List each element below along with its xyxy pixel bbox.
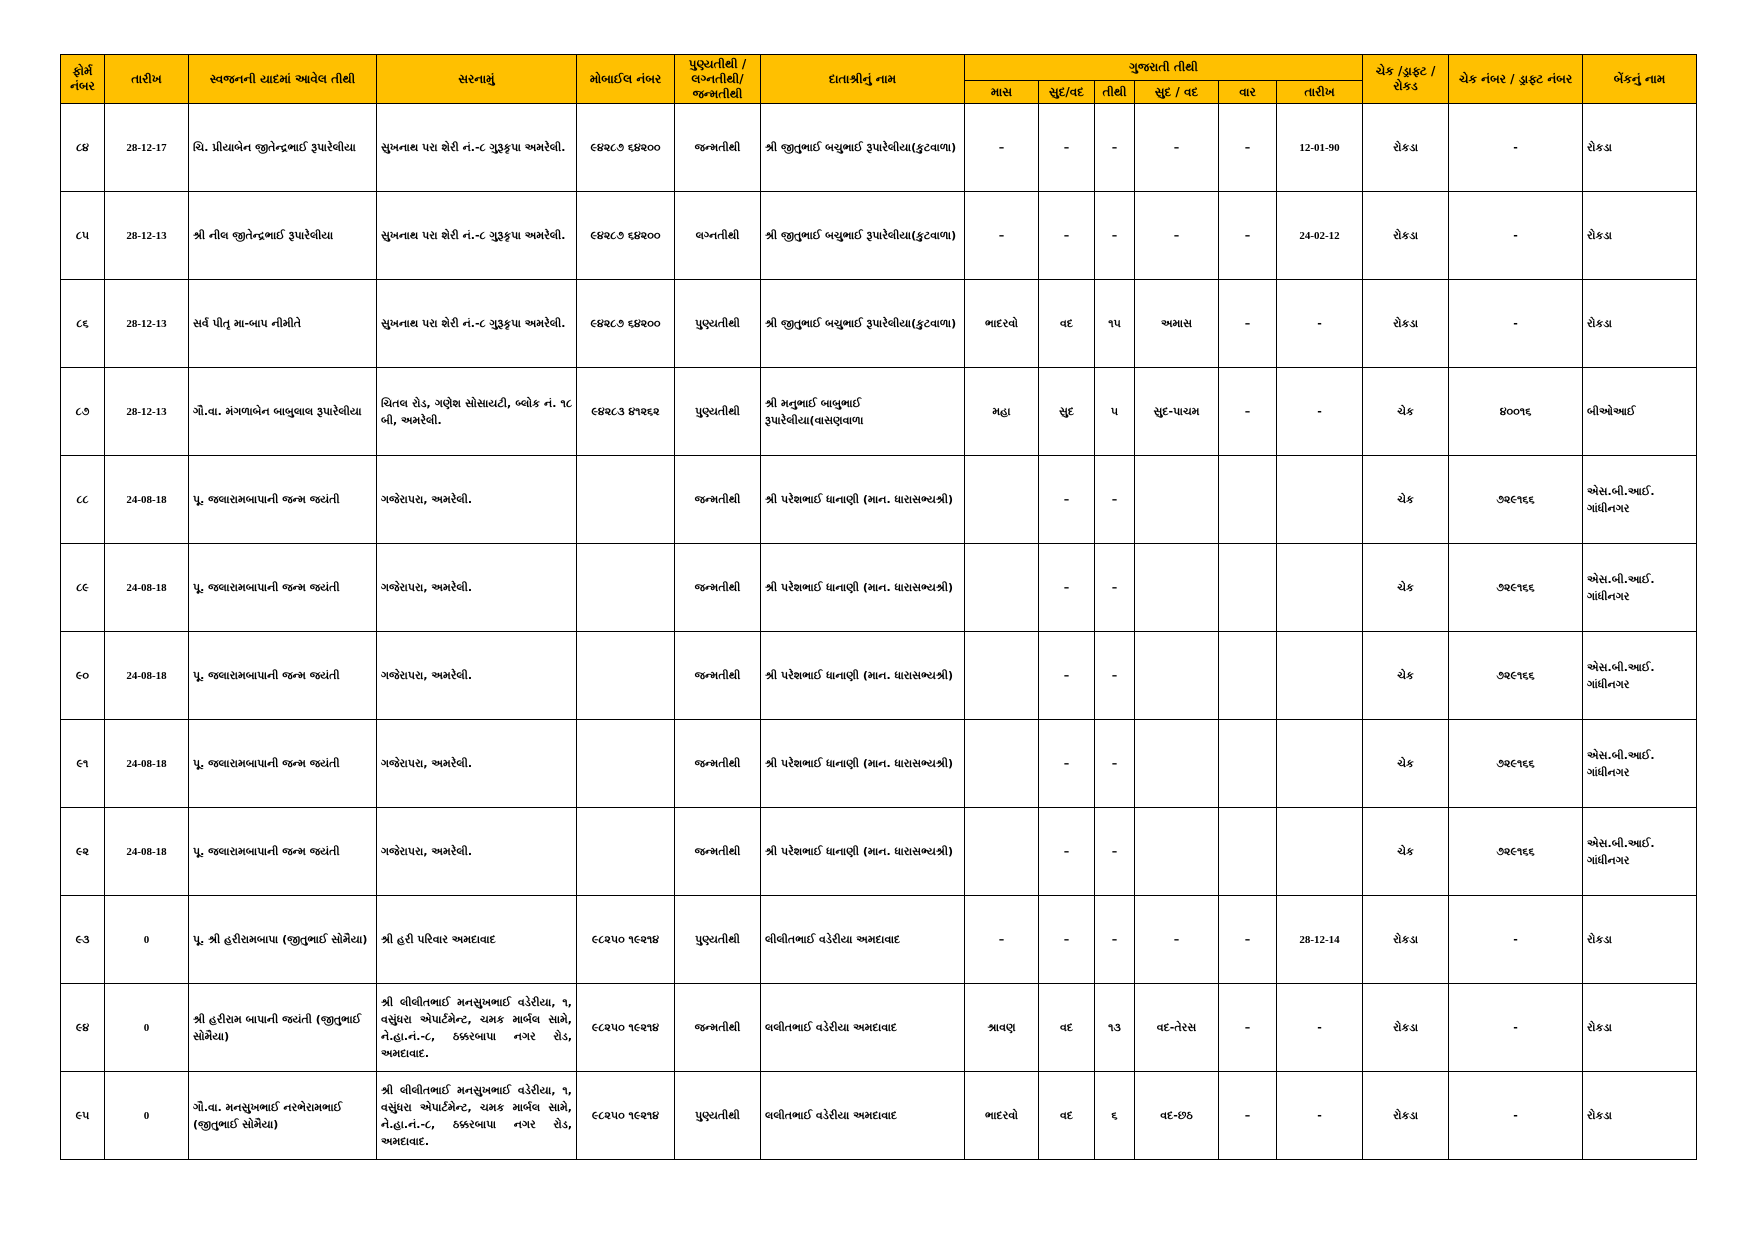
donor-name: શ્રી જીતુભાઈ બચુભાઈ રૂપારેલીયા(કુટવાળા) <box>761 280 965 368</box>
tithi-number: – <box>1095 720 1135 808</box>
header-cheque-no: ચેક નંબર / ડ્રાફ્ટ નંબર <box>1449 55 1583 104</box>
tithi-sud-vad: સુદ <box>1039 368 1095 456</box>
header-month: માસ <box>965 81 1039 104</box>
table-row <box>61 1072 1697 1160</box>
cheque-number: ૭૨૯૧૬૬ <box>1449 544 1583 632</box>
cheque-number: - <box>1449 896 1583 984</box>
tithi-sud-vad-name: વદ-છઠ <box>1135 1072 1219 1160</box>
bank-name: રોકડા <box>1583 984 1697 1072</box>
tithi-month: – <box>965 896 1039 984</box>
occasion-name: ગૌ.વા. મનસુખભાઈ નરભેરામભાઈ (જીતુભાઈ સોમૈયા) <box>189 1072 377 1160</box>
donor-name: લલીતભાઈ વડેરીયા અમદાવાદ <box>761 1072 965 1160</box>
payment-mode: રોકડા <box>1363 896 1449 984</box>
bank-name: એસ.બી.આઈ. ગાંધીનગર <box>1583 544 1697 632</box>
tithi-date: 24-02-12 <box>1277 192 1363 280</box>
tithi-sud-vad: – <box>1039 544 1095 632</box>
table-row <box>61 896 1697 984</box>
occasion-name: પૂ. જલારામબાપાની જન્મ જયંતી <box>189 808 377 896</box>
table-row <box>61 720 1697 808</box>
tithi-date: - <box>1277 984 1363 1072</box>
form-number: ૮૭ <box>61 368 105 456</box>
header-date: તારીખ <box>105 55 189 104</box>
tithi-month <box>965 720 1039 808</box>
tithi-sud-vad-name: – <box>1135 896 1219 984</box>
payment-mode: રોકડા <box>1363 192 1449 280</box>
entry-date: 28-12-13 <box>105 280 189 368</box>
cheque-number: ૭૨૯૧૬૬ <box>1449 632 1583 720</box>
tithi-number: ૧૩ <box>1095 984 1135 1072</box>
tithi-sud-vad: – <box>1039 896 1095 984</box>
tithi-type: જન્મતીથી <box>675 808 761 896</box>
tithi-sud-vad-name <box>1135 632 1219 720</box>
tithi-day <box>1219 808 1277 896</box>
payment-mode: ચેક <box>1363 368 1449 456</box>
cheque-number: ૪૦૦૧૬ <box>1449 368 1583 456</box>
table-row <box>61 368 1697 456</box>
cheque-number: ૭૨૯૧૬૬ <box>1449 720 1583 808</box>
address: સુખનાથ પરા શેરી નં.-૮ ગુરૂકૃપા અમરેલી. <box>377 104 577 192</box>
payment-mode: ચેક <box>1363 632 1449 720</box>
bank-name: રોકડા <box>1583 896 1697 984</box>
cheque-number: - <box>1449 104 1583 192</box>
tithi-sud-vad-name: – <box>1135 104 1219 192</box>
mobile-number: ૯૪૨૮૩ ૪૧૨૬૨ <box>577 368 675 456</box>
tithi-type: પુણ્યતીથી <box>675 368 761 456</box>
tithi-month <box>965 456 1039 544</box>
tithi-sud-vad-name: – <box>1135 192 1219 280</box>
form-number: ૮૫ <box>61 192 105 280</box>
header-tithi-type: પુણ્યતીથી / લગ્નતીથી/ જન્મતીથી <box>675 55 761 104</box>
entry-date: 28-12-17 <box>105 104 189 192</box>
header-sud-vad: સુદ/વદ <box>1039 81 1095 104</box>
form-number: ૯૦ <box>61 632 105 720</box>
donor-name: શ્રી પરેશભાઈ ધાનાણી (માન. ધારાસભ્યશ્રી) <box>761 456 965 544</box>
mobile-number: ૯૪૨૮૭ ૬૪૨૦૦ <box>577 280 675 368</box>
mobile-number: ૯૪૨૮૭ ૬૪૨૦૦ <box>577 104 675 192</box>
entry-date: 24-08-18 <box>105 808 189 896</box>
occasion-name: પૂ. શ્રી હરીરામબાપા (જીતુભાઈ સોમૈયા) <box>189 896 377 984</box>
header-gujarati-tithi: ગુજરાતી તીથી <box>965 55 1363 81</box>
tithi-day <box>1219 544 1277 632</box>
tithi-type: જન્મતીથી <box>675 456 761 544</box>
header-row-top <box>61 55 1697 81</box>
header-tithi: તીથી <box>1095 81 1135 104</box>
table-row <box>61 544 1697 632</box>
tithi-date: 12-01-90 <box>1277 104 1363 192</box>
address: શ્રી લીલીતભાઈ મનસુખભાઈ વડેરીયા, ૧, વસુંધરા એપાર્ટમેન્ટ, ચમક માર્બલ સામે, ને.હા.નં.-૮, ઠક્કરબાપા નગર રોડ, અમદાવાદ. <box>377 984 577 1072</box>
address: સુખનાથ પરા શેરી નં.-૮ ગુરૂકૃપા અમરેલી. <box>377 192 577 280</box>
tithi-sud-vad: – <box>1039 192 1095 280</box>
payment-mode: ચેક <box>1363 720 1449 808</box>
tithi-date <box>1277 456 1363 544</box>
header-donor: દાતાશ્રીનું નામ <box>761 55 965 104</box>
entry-date: 24-08-18 <box>105 632 189 720</box>
tithi-date: - <box>1277 1072 1363 1160</box>
header-form-no: ફોર્મ નંબર <box>61 55 105 104</box>
tithi-day <box>1219 632 1277 720</box>
tithi-type: જન્મતીથી <box>675 984 761 1072</box>
tithi-number: ૬ <box>1095 1072 1135 1160</box>
tithi-type: જન્મતીથી <box>675 720 761 808</box>
tithi-day: – <box>1219 896 1277 984</box>
tithi-type: પુણ્યતીથી <box>675 1072 761 1160</box>
tithi-type: જન્મતીથી <box>675 632 761 720</box>
table-row <box>61 280 1697 368</box>
occasion-name: પૂ. જલારામબાપાની જન્મ જયંતી <box>189 720 377 808</box>
tithi-day: – <box>1219 368 1277 456</box>
header-day: વાર <box>1219 81 1277 104</box>
tithi-month: શ્રાવણ <box>965 984 1039 1072</box>
donor-name: લલીતભાઈ વડેરીયા અમદાવાદ <box>761 984 965 1072</box>
address: ગજેરાપરા, અમરેલી. <box>377 544 577 632</box>
occasion-name: પૂ. જલારામબાપાની જન્મ જયંતી <box>189 456 377 544</box>
occasion-name: શ્રી હરીરામ બાપાની જયંતી (જીતુભાઈ સોમૈયા) <box>189 984 377 1072</box>
header-mobile: મોબાઈલ નંબર <box>577 55 675 104</box>
address: ગજેરાપરા, અમરેલી. <box>377 456 577 544</box>
tithi-date <box>1277 808 1363 896</box>
mobile-number: ૯૪૨૮૭ ૬૪૨૦૦ <box>577 192 675 280</box>
form-number: ૯૫ <box>61 1072 105 1160</box>
mobile-number <box>577 456 675 544</box>
form-number: ૯૨ <box>61 808 105 896</box>
tithi-type: જન્મતીથી <box>675 544 761 632</box>
form-number: ૮૮ <box>61 456 105 544</box>
entry-date: 28-12-13 <box>105 368 189 456</box>
entry-date: 0 <box>105 896 189 984</box>
header-sud-vad-2: સુદ / વદ <box>1135 81 1219 104</box>
entry-date: 0 <box>105 1072 189 1160</box>
payment-mode: રોકડા <box>1363 104 1449 192</box>
tithi-type: જન્મતીથી <box>675 104 761 192</box>
tithi-sud-vad: – <box>1039 808 1095 896</box>
header-payment: ચેક /ડ્રાફ્ટ / રોકડ <box>1363 55 1449 104</box>
header-date2: તારીખ <box>1277 81 1363 104</box>
tithi-number: – <box>1095 192 1135 280</box>
tithi-date <box>1277 720 1363 808</box>
table-row <box>61 104 1697 192</box>
cheque-number: - <box>1449 984 1583 1072</box>
mobile-number <box>577 632 675 720</box>
cheque-number: - <box>1449 1072 1583 1160</box>
tithi-sud-vad: વદ <box>1039 984 1095 1072</box>
entry-date: 0 <box>105 984 189 1072</box>
bank-name: એસ.બી.આઈ. ગાંધીનગર <box>1583 456 1697 544</box>
tithi-number: – <box>1095 896 1135 984</box>
donor-name: શ્રી પરેશભાઈ ધાનાણી (માન. ધારાસભ્યશ્રી) <box>761 808 965 896</box>
form-number: ૮૬ <box>61 280 105 368</box>
form-number: ૯૧ <box>61 720 105 808</box>
tithi-day: – <box>1219 192 1277 280</box>
bank-name: એસ.બી.આઈ. ગાંધીનગર <box>1583 720 1697 808</box>
tithi-type: લગ્નતીથી <box>675 192 761 280</box>
donor-name: શ્રી પરેશભાઈ ધાનાણી (માન. ધારાસભ્યશ્રી) <box>761 720 965 808</box>
header-bank: બેંકનું નામ <box>1583 55 1697 104</box>
cheque-number: ૭૨૯૧૬૬ <box>1449 808 1583 896</box>
mobile-number: ૯૮૨૫૦ ૧૯૨૧૪ <box>577 984 675 1072</box>
tithi-sud-vad-name: સુદ-પાચમ <box>1135 368 1219 456</box>
tithi-day <box>1219 456 1277 544</box>
donor-name: લીલીતભાઈ વડેરીયા અમદાવાદ <box>761 896 965 984</box>
entry-date: 24-08-18 <box>105 456 189 544</box>
cheque-number: - <box>1449 192 1583 280</box>
payment-mode: રોકડા <box>1363 984 1449 1072</box>
tithi-type: પુણ્યતીથી <box>675 896 761 984</box>
tithi-number: – <box>1095 104 1135 192</box>
mobile-number <box>577 808 675 896</box>
tithi-number: – <box>1095 808 1135 896</box>
cheque-number: - <box>1449 280 1583 368</box>
entry-date: 28-12-13 <box>105 192 189 280</box>
tithi-number: – <box>1095 544 1135 632</box>
tithi-sud-vad: – <box>1039 720 1095 808</box>
tithi-month: ભાદરવો <box>965 1072 1039 1160</box>
donor-name: શ્રી પરેશભાઈ ધાનાણી (માન. ધારાસભ્યશ્રી) <box>761 544 965 632</box>
tithi-number: – <box>1095 456 1135 544</box>
bank-name: એસ.બી.આઈ. ગાંધીનગર <box>1583 808 1697 896</box>
address: શ્રી લીલીતભાઈ મનસુખભાઈ વડેરીયા, ૧, વસુંધરા એપાર્ટમેન્ટ, ચમક માર્બલ સામે, ને.હા.નં.-૮, ઠક્કરબાપા નગર રોડ, અમદાવાદ. <box>377 1072 577 1160</box>
tithi-sud-vad: વદ <box>1039 280 1095 368</box>
address: ગજેરાપરા, અમરેલી. <box>377 808 577 896</box>
bank-name: બીઓઆઈ <box>1583 368 1697 456</box>
table-row <box>61 456 1697 544</box>
header-address: સરનામું <box>377 55 577 104</box>
records-table <box>60 54 1697 1160</box>
mobile-number: ૯૮૨૫૦ ૧૯૨૧૪ <box>577 1072 675 1160</box>
donor-name: શ્રી જીતુભાઈ બચુભાઈ રૂપારેલીયા(કુટવાળા) <box>761 192 965 280</box>
bank-name: રોકડા <box>1583 192 1697 280</box>
donor-name: શ્રી પરેશભાઈ ધાનાણી (માન. ધારાસભ્યશ્રી) <box>761 632 965 720</box>
address: શ્રી હરી પરિવાર અમદાવાદ <box>377 896 577 984</box>
tithi-sud-vad-name <box>1135 720 1219 808</box>
tithi-date: - <box>1277 368 1363 456</box>
occasion-name: ચિ. પ્રીયાબેન જીતેન્દ્રભાઈ રૂપારેલીયા <box>189 104 377 192</box>
payment-mode: ચેક <box>1363 456 1449 544</box>
tithi-sud-vad: – <box>1039 632 1095 720</box>
occasion-name: ગૌ.વા. મંગળાબેન બાબુલાલ રૂપારેલીયા <box>189 368 377 456</box>
entry-date: 24-08-18 <box>105 720 189 808</box>
address: ગજેરાપરા, અમરેલી. <box>377 720 577 808</box>
form-number: ૯૪ <box>61 984 105 1072</box>
payment-mode: રોકડા <box>1363 1072 1449 1160</box>
donor-name: શ્રી મનુભાઈ બાબુભાઈ રૂપારેલીયા(વાસણવાળા <box>761 368 965 456</box>
bank-name: રોકડા <box>1583 1072 1697 1160</box>
table-row <box>61 984 1697 1072</box>
form-number: ૮૯ <box>61 544 105 632</box>
tithi-day <box>1219 720 1277 808</box>
bank-name: રોકડા <box>1583 104 1697 192</box>
bank-name: રોકડા <box>1583 280 1697 368</box>
cheque-number: ૭૨૯૧૬૬ <box>1449 456 1583 544</box>
payment-mode: રોકડા <box>1363 280 1449 368</box>
tithi-sud-vad: – <box>1039 104 1095 192</box>
tithi-month <box>965 544 1039 632</box>
tithi-sud-vad-name <box>1135 808 1219 896</box>
tithi-sud-vad-name <box>1135 544 1219 632</box>
tithi-month: – <box>965 104 1039 192</box>
tithi-month <box>965 632 1039 720</box>
tithi-sud-vad-name: વદ-તેરસ <box>1135 984 1219 1072</box>
tithi-day: – <box>1219 984 1277 1072</box>
entry-date: 24-08-18 <box>105 544 189 632</box>
mobile-number <box>577 720 675 808</box>
tithi-date <box>1277 544 1363 632</box>
table-row <box>61 808 1697 896</box>
tithi-day: – <box>1219 280 1277 368</box>
header-occasion: સ્વજનની યાદમાં આવેલ તીથી <box>189 55 377 104</box>
form-number: ૯૩ <box>61 896 105 984</box>
donor-name: શ્રી જીતુભાઈ બચુભાઈ રૂપારેલીયા(કુટવાળા) <box>761 104 965 192</box>
records-body <box>61 104 1697 1160</box>
tithi-sud-vad: – <box>1039 456 1095 544</box>
address: સુખનાથ પરા શેરી નં.-૮ ગુરૂકૃપા અમરેલી. <box>377 280 577 368</box>
mobile-number: ૯૮૨૫૦ ૧૯૨૧૪ <box>577 896 675 984</box>
address: ચિતલ રોડ, ગણેશ સોસાયટી, બ્લોક નં. ૧૮ બી, અમરેલી. <box>377 368 577 456</box>
tithi-date <box>1277 632 1363 720</box>
tithi-date: 28-12-14 <box>1277 896 1363 984</box>
tithi-month: મહા <box>965 368 1039 456</box>
occasion-name: પૂ. જલારામબાપાની જન્મ જયંતી <box>189 632 377 720</box>
address: ગજેરાપરા, અમરેલી. <box>377 632 577 720</box>
mobile-number <box>577 544 675 632</box>
tithi-date: - <box>1277 280 1363 368</box>
tithi-day: – <box>1219 104 1277 192</box>
tithi-number: – <box>1095 632 1135 720</box>
payment-mode: ચેક <box>1363 544 1449 632</box>
tithi-day: – <box>1219 1072 1277 1160</box>
tithi-type: પુણ્યતીથી <box>675 280 761 368</box>
occasion-name: પૂ. જલારામબાપાની જન્મ જયંતી <box>189 544 377 632</box>
occasion-name: શ્રી નીલ જીતેન્દ્રભાઈ રૂપારેલીયા <box>189 192 377 280</box>
tithi-month: ભાદરવો <box>965 280 1039 368</box>
payment-mode: ચેક <box>1363 808 1449 896</box>
tithi-sud-vad-name: અમાસ <box>1135 280 1219 368</box>
bank-name: એસ.બી.આઈ. ગાંધીનગર <box>1583 632 1697 720</box>
form-number: ૮૪ <box>61 104 105 192</box>
table-row <box>61 192 1697 280</box>
occasion-name: સર્વ પીતૃ મા-બાપ નીમીતે <box>189 280 377 368</box>
tithi-sud-vad-name <box>1135 456 1219 544</box>
table-row <box>61 632 1697 720</box>
tithi-month <box>965 808 1039 896</box>
tithi-number: ૧૫ <box>1095 280 1135 368</box>
tithi-number: ૫ <box>1095 368 1135 456</box>
tithi-month: – <box>965 192 1039 280</box>
tithi-sud-vad: વદ <box>1039 1072 1095 1160</box>
